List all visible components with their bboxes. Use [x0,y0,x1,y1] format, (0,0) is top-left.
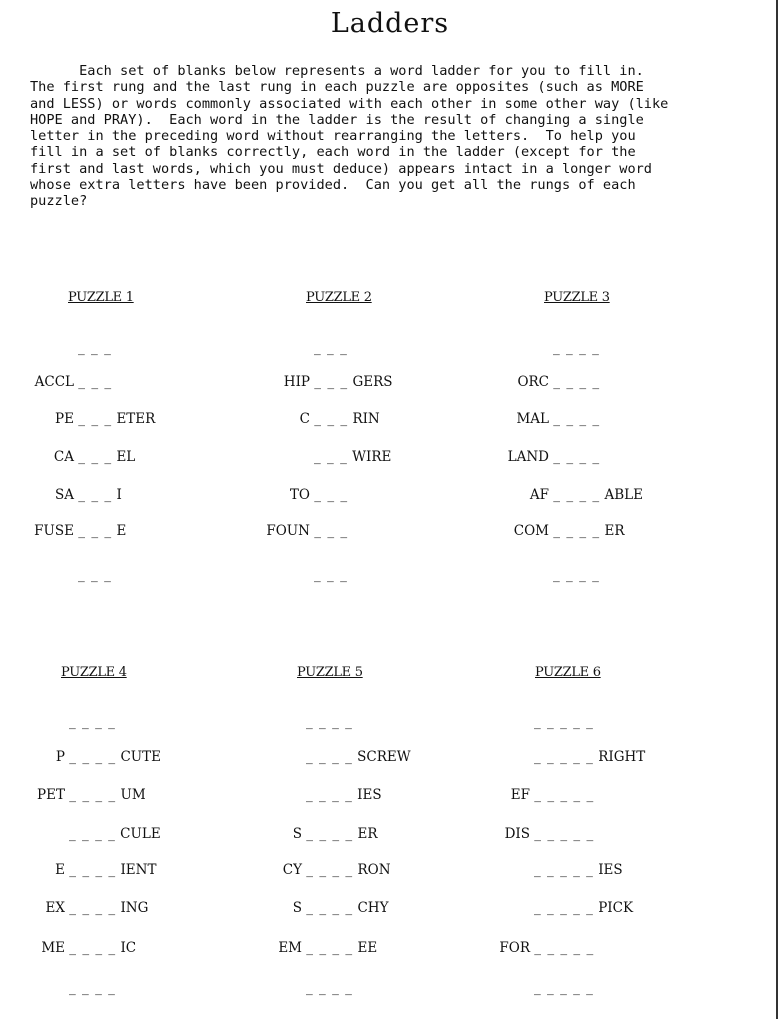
instructions-line: whose extra letters have been provided. Can you get all the rungs of each [30,177,636,194]
rung-blanks[interactable]: _ _ _ [78,487,113,503]
ladder-rung [306,980,353,1000]
ladder-rung [517,374,600,394]
rung-blanks[interactable]: _ _ _ _ [69,787,117,803]
ladder-rung [284,374,393,394]
rung-blanks[interactable]: _ _ _ [314,340,348,356]
page-edge-line [776,0,778,1019]
rung-suffix: IENT [120,862,157,878]
ladder-rung [278,940,377,960]
rung-prefix: ORC [517,374,549,390]
instructions-line: HOPE and PRAY). Each word in the ladder is the result of changing a single [30,111,644,128]
rung-suffix: RIGHT [598,749,646,765]
instructions-line: Each set of blanks below represents a word ladder for you to fill in. [30,63,644,79]
rung-blanks[interactable]: _ _ _ _ [69,940,117,956]
rung-blanks[interactable]: _ _ _ [78,374,113,390]
rung-prefix: SA [55,487,74,503]
ladder-rung [516,411,600,431]
rung-prefix: HIP [283,374,310,390]
ladder-rung [54,449,135,469]
rung-prefix: FOR [499,940,530,956]
ladder-rung [293,900,389,920]
ladder-rung [553,340,600,360]
rung-suffix: IES [357,787,382,803]
rung-suffix: CUTE [120,749,162,765]
rung-prefix: CY [282,862,302,878]
ladder-rung [306,787,382,807]
rung-blanks[interactable]: _ _ _ _ [306,826,354,842]
rung-blanks[interactable]: _ _ _ [314,411,349,427]
rung-blanks[interactable]: _ _ _ [78,567,112,583]
rung-suffix: UM [120,787,146,803]
rung-prefix: P [55,749,65,765]
ladder-rung [41,940,136,960]
ladder-rung [55,487,122,507]
rung-prefix: S [292,900,302,916]
rung-prefix: ME [41,940,65,956]
instructions-line: and LESS) or words commonly associated with each other in some other way (like [30,95,669,112]
rung-blanks[interactable]: _ _ _ _ [306,749,353,765]
ladder-rung [69,980,116,1000]
rung-blanks[interactable]: _ _ _ [314,567,348,583]
rung-blanks[interactable]: _ _ _ _ [306,900,354,916]
ladder-rung [553,567,600,587]
rung-blanks[interactable]: _ _ _ _ [69,749,117,765]
rung-blanks[interactable]: _ _ _ _ _ [534,862,594,878]
ladder-rung [69,714,116,734]
rung-prefix: TO [289,487,310,503]
ladder-rung [55,411,155,431]
rung-suffix: GERS [352,374,393,390]
rung-suffix: ABLE [604,487,643,503]
ladder-rung [300,411,380,431]
rung-prefix: EX [45,900,65,916]
rung-blanks[interactable]: _ _ _ _ [553,523,601,539]
puzzle-title: PUZZLE 3 [544,290,610,305]
rung-blanks[interactable]: _ _ _ _ _ [534,900,594,916]
ladder-rung [78,567,112,587]
rung-prefix: DIS [504,826,530,842]
rung-suffix: E [116,523,127,539]
rung-blanks[interactable]: _ _ _ _ [69,980,116,996]
rung-suffix: CULE [120,826,161,842]
puzzle-title: PUZZLE 2 [306,290,372,305]
puzzle-title: PUZZLE 1 [68,290,134,305]
rung-suffix: RIN [352,411,380,427]
rung-prefix: EF [510,787,530,803]
rung-suffix: ETER [116,411,156,427]
rung-suffix: WIRE [352,449,392,465]
rung-prefix: C [299,411,310,427]
ladder-rung [499,940,594,960]
rung-blanks[interactable]: _ _ _ [78,411,113,427]
rung-suffix: ER [604,523,625,539]
rung-blanks[interactable]: _ _ _ _ [306,940,354,956]
ladder-rung [514,523,625,543]
puzzle-title: PUZZLE 4 [61,665,127,680]
rung-blanks[interactable]: _ _ _ [314,374,349,390]
rung-suffix: CHY [357,900,389,916]
ladder-rung [534,980,594,1000]
ladder-rung [290,487,348,507]
ladder-rung [293,826,378,846]
rung-blanks[interactable]: _ _ _ _ [553,487,601,503]
rung-prefix: COM [513,523,549,539]
rung-blanks[interactable]: _ _ _ _ _ [534,980,594,996]
rung-suffix: IES [598,862,623,878]
ladder-rung [37,787,146,807]
rung-blanks[interactable]: _ _ _ _ _ [534,826,595,842]
rung-blanks[interactable]: _ _ _ _ [69,862,117,878]
rung-suffix: IC [120,940,137,956]
ladder-rung [314,340,348,360]
rung-prefix: PE [55,411,74,427]
rung-blanks[interactable]: _ _ _ _ _ [534,749,594,765]
ladder-rung [35,374,113,394]
ladder-rung [78,340,112,360]
ladder-rung [266,523,348,543]
rung-prefix: AF [529,487,549,503]
ladder-rung [55,862,156,882]
rung-prefix: PET [37,787,65,803]
rung-blanks[interactable]: _ _ _ _ [553,449,601,465]
ladder-rung [534,714,594,734]
puzzle-title: PUZZLE 6 [535,665,601,680]
rung-suffix: RON [357,862,391,878]
instructions-line: first and last words, which you must deduce) appears intact in a longer word [30,160,652,177]
ladder-rung [511,787,594,807]
rung-blanks[interactable]: _ _ _ [314,487,349,503]
rung-prefix: ACCL [34,374,74,390]
rung-prefix: S [292,826,302,842]
rung-blanks[interactable]: _ _ _ _ [306,787,353,803]
rung-blanks[interactable]: _ _ _ _ [553,567,600,583]
rung-blanks[interactable]: _ _ _ _ [69,714,116,730]
rung-blanks[interactable]: _ _ _ [78,523,113,539]
rung-blanks[interactable]: _ _ _ _ [553,374,601,390]
ladder-rung [56,749,161,769]
rung-blanks[interactable]: _ _ _ _ [306,862,354,878]
instructions-line: letter in the preceding word without rearranging the letters. To help you [30,128,636,145]
rung-blanks[interactable]: _ _ _ [314,523,349,539]
ladder-rung [306,749,411,769]
instructions-line: The first rung and the last rung in each puzzle are opposites (such as MORE [30,79,644,96]
ladder-rung [534,900,633,920]
ladder-rung [314,567,348,587]
ladder-rung [69,826,161,846]
rung-blanks[interactable]: _ _ _ _ _ [534,940,595,956]
rung-blanks[interactable]: _ _ _ _ [553,411,601,427]
rung-suffix: EE [357,940,378,956]
instructions-line: fill in a set of blanks correctly, each word in the ladder (except for the [30,144,636,161]
rung-blanks[interactable]: _ _ _ [314,449,348,465]
ladder-rung [534,862,623,882]
ladder-rung [505,826,595,846]
rung-suffix: I [116,487,122,503]
rung-suffix: PICK [598,900,634,916]
puzzle-title: PUZZLE 5 [297,665,363,680]
rung-blanks[interactable]: _ _ _ _ _ [534,787,595,803]
rung-blanks[interactable]: _ _ _ _ [306,980,353,996]
ladder-rung [46,900,149,920]
ladder-rung [34,523,126,543]
rung-prefix: FOUN [266,523,310,539]
rung-blanks[interactable]: _ _ _ _ _ [534,714,594,730]
ladder-rung [283,862,391,882]
rung-blanks[interactable]: _ _ _ _ [306,714,353,730]
rung-prefix: LAND [507,449,549,465]
rung-suffix: ING [120,900,149,916]
page-title: Ladders [330,8,450,39]
rung-prefix: CA [53,449,74,465]
ladder-rung [508,449,601,469]
instructions [30,63,755,210]
rung-blanks[interactable]: _ _ _ [78,340,112,356]
rung-suffix: ER [357,826,378,842]
ladder-rung [306,714,353,734]
rung-prefix: MAL [516,411,549,427]
ladder-rung [530,487,643,507]
instructions-line: puzzle? [30,193,88,210]
rung-suffix: SCREW [357,749,411,765]
rung-blanks[interactable]: _ _ _ _ [69,900,117,916]
rung-blanks[interactable]: _ _ _ _ [69,826,116,842]
rung-prefix: E [55,862,65,878]
rung-suffix: EL [116,449,136,465]
rung-blanks[interactable]: _ _ _ [78,449,113,465]
ladder-rung [314,449,391,469]
rung-prefix: FUSE [34,523,74,539]
rung-blanks[interactable]: _ _ _ _ [553,340,600,356]
rung-prefix: EM [278,940,302,956]
ladder-rung [534,749,645,769]
